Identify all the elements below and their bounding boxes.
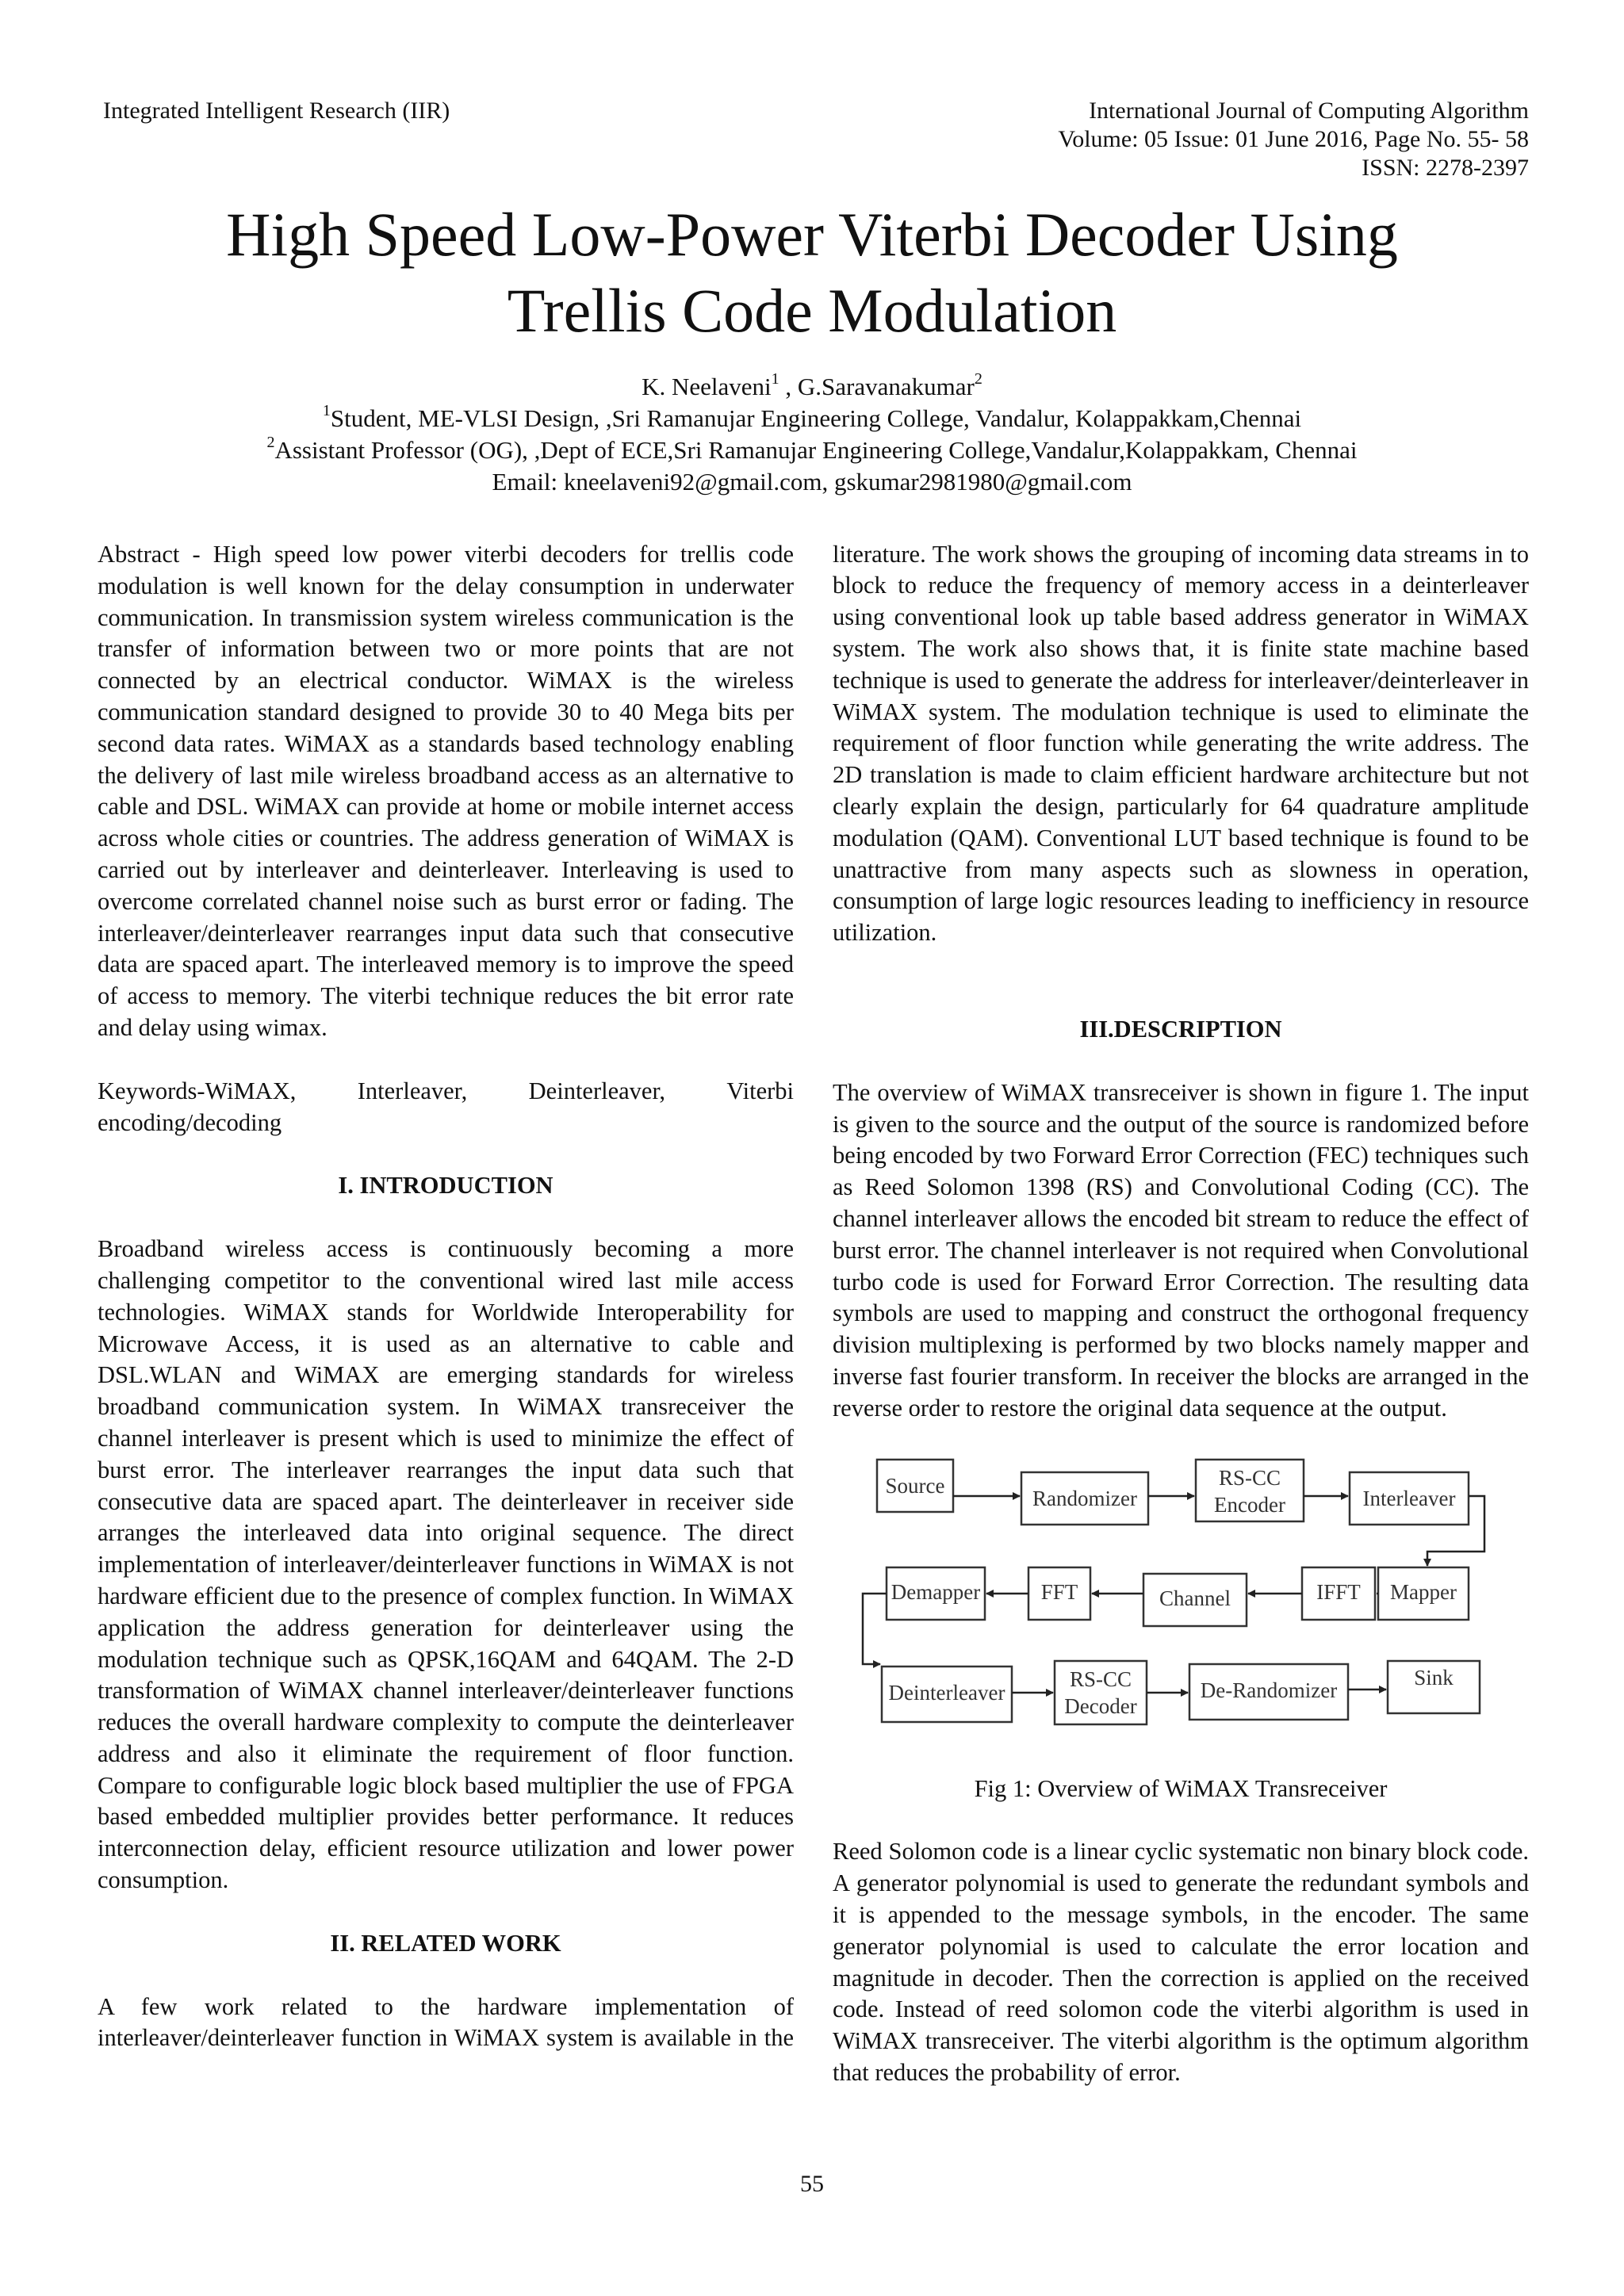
label-sink: Sink [1414,1665,1454,1689]
reed-solomon-text: Reed Solomon code is a linear cyclic systematic non binary block code. A generator polynomial is used to generate the redundant symbols and it is appended to the message symbols, in the encoder. The same generator polynomial is used to calculate the error location and magnitude in decoder. Then the correction is applied on the received code. Instead of reed solomon code the viterbi algorithm is used in WiMAX transreceiver. The viterbi algorithm is the optimum algorithm that reduces the probability of error. [833,1838,1529,2086]
affiliation-2 [0,434,1624,466]
author-email: Email: kneelaveni92@gmail.com, gskumar2981980@gmail.com [492,468,1132,496]
keyword-4: Viterbi [726,1077,794,1104]
journal-info [815,97,1529,182]
keyword-5: encoding/decoding [98,1108,282,1136]
keywords [98,1076,794,1108]
affiliation-1-text: Student, ME-VLSI Design, ,Sri Ramanujar Engineering College, Vandalur, Kolappakkam,Chennai [330,404,1302,432]
label-ifft: IFFT [1316,1579,1361,1604]
heading-related-work: II. RELATED WORK [330,1929,561,1957]
affiliation-1-sup: 1 [322,402,331,419]
label-rscc-encoder-2: Encoder [1214,1492,1285,1517]
keyword-2: Interleaver, [357,1077,468,1104]
label-channel: Channel [1159,1586,1231,1610]
author-1: K. Neelaveni [642,373,772,400]
author-block [0,371,1624,498]
abstract: Abstract - High speed low power viterbi decoders for trellis code modulation is well known for the delay consumption in underwater communication. In transmission system wireless communication is the transfer of information between two or more points that are not connected by an electrical conductor. WiMAX is the wireless communication standard designed to provide 30 to 40 Mega bits per second data rates. WiMAX as a standards based technology enabling the delivery of last mile wireless broadband access as an alternative to cable and DSL. WiMAX can provide at home or mobile internet access across whole cities or countries. The address generation of WiMAX is carried out by interleaver and deinterleaver. Interleaving is used to overcome correlated channel noise such as burst error or fading. The interleaver/deinterleaver rearranges input data such that consecutive data are spaced apart. The interleaved memory is to improve the speed of access to memory. The viterbi technique reduces the bit error rate and delay using wimax. [98,541,794,1041]
label-rscc-decoder-1: RS-CC [1069,1667,1132,1691]
keyword-3: Deinterleaver, [528,1077,666,1104]
related-work-continued-text: literature. The work shows the grouping of incoming data streams in to block to reduce the frequency of memory access in a deinterleaver using conventional look up table based address generator in WiMAX system. The work also shows that, it is finite state machine based technique is used to generate the address for interleaver/deinterleaver in WiMAX system. The modulation technique is used to eliminate the requirement of floor function while generating the write address. The 2D translation is made to claim efficient hardware architecture but not clearly explain the design, particularly for 64 quadrature amplitude modulation (QAM). Conventional LUT based technique is found to be unattractive from many aspects such as slowness in operation, consumption of large logic resources leading to inefficiency in resource utilization. [833,540,1529,947]
affiliation-2-text: Assistant Professor (OG), ,Dept of ECE,Sri Ramanujar Engineering College,Vandalur,Kolappakkam, Chennai [274,436,1358,464]
journal-publisher: Integrated Intelligent Research (IIR) [103,98,450,124]
journal-issn: ISSN: 2278-2397 [1362,155,1529,181]
author-separator: , [779,373,798,400]
paper-title-line2: Trellis Code Modulation [507,276,1117,345]
block-diagram [833,1456,1529,1766]
label-derandomizer: De-Randomizer [1200,1678,1338,1702]
figure-wimax-overview [833,1456,1529,1766]
label-demapper: Demapper [891,1579,981,1604]
related-work-text: A few work related to the hardware implementation of interleaver/deinterleaver function in WiMAX system is available in the [98,1992,794,2052]
page-number: 55 [800,2171,824,2197]
introduction-text: Broadband wireless access is continuously becoming a more challenging competitor to the conventional wired last mile access technologies. WiMAX stands for Worldwide Interoperability for Microwave Access, it is used as an alternative to cable and DSL.WLAN and WiMAX are emerging standards for wireless broadband communication system. In WiMAX transreceiver the channel interleaver is present which is used to minimize the effect of burst error. The interleaver rearranges the input data such that consecutive data are spaced apart. The deinterleaver in receiver side arranges the interleaved data into original sequence. The direct implementation of interleaver/deinterleaver functions in WiMAX is not hardware efficient due to the presence of complex function. In WiMAX application the address generation for deinterleaver using the modulation technique such as QPSK,16QAM and 64QAM. The 2-D transformation of WiMAX channel interleaver/deinterleaver functions reduces the overall hardware complexity to compute the deinterleaver address and also it eliminate the requirement of floor function. Compare to configurable logic block based multiplier the use of FPGA based embedded multiplier provides better performance. It reduces interconnection delay, efficient resource utilization and lower power consumption. [98,1235,794,1894]
journal-volume: Volume: 05 Issue: 01 June 2016, Page No. 55- 58 [1058,126,1529,152]
paper-title-line1: High Speed Low-Power Viterbi Decoder Using [226,200,1398,269]
label-rscc-encoder-1: RS-CC [1218,1465,1281,1490]
journal-name: International Journal of Computing Algorithm [1089,98,1529,124]
figure-caption: Fig 1: Overview of WiMAX Transreceiver [974,1774,1388,1802]
related-work-continued [833,539,1529,1012]
label-deinterleaver: Deinterleaver [888,1680,1005,1705]
heading-description: III.DESCRIPTION [1079,1016,1282,1043]
right-column [833,539,1529,2089]
author-2: G.Saravanakumar [797,373,975,400]
author-names [0,371,1624,403]
label-rscc-decoder-2: Decoder [1064,1693,1137,1718]
arrow-demapper-deinterleaver [863,1594,887,1664]
author-2-sup: 2 [974,370,982,388]
label-source: Source [885,1473,945,1498]
description-text: The overview of WiMAX transreceiver is shown in figure 1. The input is given to the source and the output of the source is randomized before being encoded by two Forward Error Correction (FEC) techniques such as Reed Solomon 1398 (RS) and Convolutional Coding (CC). The channel interleaver allows the encoded bit stream to reduce the effect of burst error. The channel interleaver is not required when Convolutional turbo code is used for Forward Error Correction. The resulting data symbols are used to mapping and construct the orthogonal frequency division multiplexing is performed by two blocks namely mapper and inverse fast fourier transform. In receiver the blocks are arranged in the reverse order to restore the original data sequence at the output. [833,1078,1529,1422]
left-column [98,539,794,2054]
author-1-sup: 1 [771,370,779,388]
label-fft: FFT [1040,1579,1078,1604]
affiliation-1 [0,403,1624,434]
keyword-1: Keywords-WiMAX, [98,1077,297,1104]
affiliation-2-sup: 2 [266,434,275,451]
label-randomizer: Randomizer [1032,1486,1137,1510]
label-interleaver: Interleaver [1362,1486,1456,1510]
paper-title [0,197,1624,349]
label-mapper: Mapper [1390,1579,1457,1604]
heading-introduction: I. INTRODUCTION [338,1172,553,1200]
